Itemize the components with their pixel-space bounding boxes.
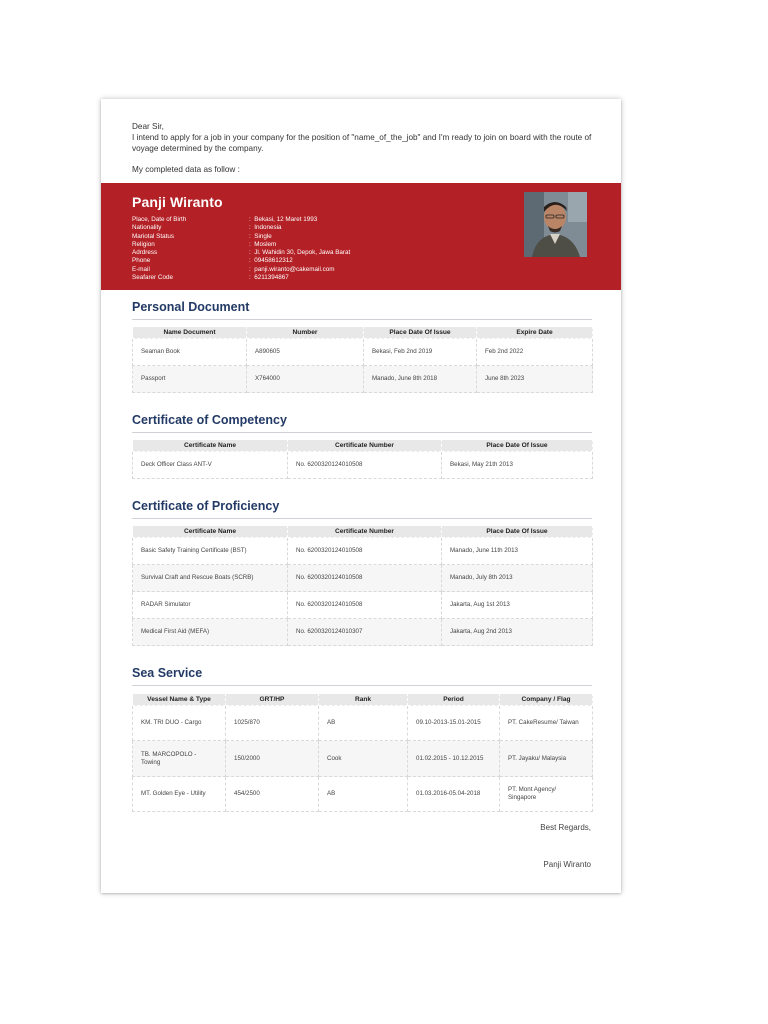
personal-document-heading: Personal Document <box>132 300 592 320</box>
info-value: : Indonesia <box>249 224 282 232</box>
info-label: Adrdress <box>132 249 158 257</box>
table-cell: PT. Jayaku/ Malaysia <box>500 741 593 777</box>
table-cell: KM. TRI DUO - Cargo <box>133 706 226 741</box>
table-header-row <box>133 327 593 339</box>
sea-service-table <box>132 693 593 812</box>
table-cell: PT. CakeResume/ Taiwan <box>500 706 593 741</box>
column-header: Name Document <box>133 327 247 339</box>
table-cell: A890605 <box>247 339 364 366</box>
table-cell: X764000 <box>247 366 364 393</box>
column-header: Certificate Number <box>288 440 442 452</box>
column-header: Vessel Name & Type <box>133 694 226 706</box>
table-cell: Deck Officer Class ANT-V <box>133 452 288 479</box>
table-cell: 1025/870 <box>226 706 319 741</box>
info-value: : 6211394867 <box>249 274 289 282</box>
competency-heading: Certificate of Competency <box>132 413 592 433</box>
info-label: E-mail <box>132 265 150 273</box>
info-row <box>132 257 350 265</box>
info-label: Seafarer Code <box>132 274 173 282</box>
table-cell: Medical First Aid (MEFA) <box>133 619 288 646</box>
info-row <box>132 224 350 232</box>
table-cell: No. 6200320124010508 <box>288 592 442 619</box>
proficiency-table <box>132 525 593 646</box>
data-intro: My completed data as follow : <box>132 165 240 174</box>
info-row <box>132 216 350 224</box>
personal-document-table <box>132 326 593 393</box>
column-header: Place Date Of Issue <box>364 327 477 339</box>
table-cell: Jakarta, Aug 1st 2013 <box>442 592 593 619</box>
table-cell: No. 6200320124010307 <box>288 619 442 646</box>
info-value: : Moslem <box>249 241 276 249</box>
greeting: Dear Sir, <box>132 122 164 131</box>
table-row <box>133 565 593 592</box>
table-cell: Cook <box>319 741 408 777</box>
table-cell: 01.02.2015 - 10.12.2015 <box>408 741 500 777</box>
column-header: Certificate Name <box>133 526 288 538</box>
column-header: Certificate Name <box>133 440 288 452</box>
table-cell: Manado, June 8th 2018 <box>364 366 477 393</box>
closing-regards: Best Regards, <box>540 823 591 832</box>
column-header: Place Date Of Issue <box>442 440 593 452</box>
signer-name: Panji Wiranto <box>543 860 591 869</box>
table-cell: 09.10-2013-15.01-2015 <box>408 706 500 741</box>
table-cell: Passport <box>133 366 247 393</box>
table-cell: Seaman Book <box>133 339 247 366</box>
table-cell: Feb 2nd 2022 <box>477 339 593 366</box>
table-row <box>133 741 593 777</box>
table-cell: Manado, July 8th 2013 <box>442 565 593 592</box>
table-cell: Manado, June 11th 2013 <box>442 538 593 565</box>
info-value: : panji.wiranto@cakemail.com <box>249 266 335 274</box>
column-header: Company / Flag <box>500 694 593 706</box>
table-cell: PT. Mont Agency/ Singapore <box>500 777 593 812</box>
info-label: Nationality <box>132 224 162 232</box>
table-header-row <box>133 440 593 452</box>
proficiency-heading: Certificate of Proficiency <box>132 499 592 519</box>
competency-table <box>132 439 593 479</box>
table-row <box>133 339 593 366</box>
info-label: Religion <box>132 240 155 248</box>
table-row <box>133 452 593 479</box>
column-header: Place Date Of Issue <box>442 526 593 538</box>
table-cell: 01.03.2016-05.04-2018 <box>408 777 500 812</box>
column-header: Period <box>408 694 500 706</box>
resume-page <box>101 99 621 893</box>
table-cell: Survival Craft and Rescue Boats (SCRB) <box>133 565 288 592</box>
info-value: : Bekasi, 12 Maret 1993 <box>249 216 317 224</box>
table-cell: 454/2500 <box>226 777 319 812</box>
table-cell: RADAR Simulator <box>133 592 288 619</box>
column-header: Expire Date <box>477 327 593 339</box>
column-header: Rank <box>319 694 408 706</box>
table-cell: MT. Golden Eye - Utility <box>133 777 226 812</box>
table-row <box>133 619 593 646</box>
info-row <box>132 241 350 249</box>
cover-letter <box>132 121 592 175</box>
info-value: : 09458612312 <box>249 257 293 265</box>
letter-body: I intend to apply for a job in your company for the position of "name_of_the_job" and I'm ready to join on board with the route of voyage determined by the company. <box>132 133 592 153</box>
column-header: Number <box>247 327 364 339</box>
table-cell: Jakarta, Aug 2nd 2013 <box>442 619 593 646</box>
info-row <box>132 274 350 282</box>
info-row <box>132 266 350 274</box>
table-cell: 150/2000 <box>226 741 319 777</box>
sea-service-heading: Sea Service <box>132 666 592 686</box>
table-cell: Bekasi, Feb 2nd 2019 <box>364 339 477 366</box>
column-header: GRT/HP <box>226 694 319 706</box>
table-cell: AB <box>319 706 408 741</box>
table-cell: No. 6200320124010508 <box>288 538 442 565</box>
table-row <box>133 777 593 812</box>
table-cell: No. 6200320124010508 <box>288 565 442 592</box>
table-cell: Basic Safety Training Certificate (BST) <box>133 538 288 565</box>
table-cell: AB <box>319 777 408 812</box>
info-label: Phone <box>132 257 151 265</box>
table-row <box>133 366 593 393</box>
table-header-row <box>133 526 593 538</box>
profile-banner <box>101 183 621 290</box>
info-row <box>132 233 350 241</box>
applicant-name: Panji Wiranto <box>132 194 223 210</box>
info-label: Mariotal Status <box>132 232 174 240</box>
table-header-row <box>133 694 593 706</box>
profile-info <box>132 216 350 282</box>
profile-photo <box>524 192 587 257</box>
person-photo-icon <box>524 192 587 257</box>
info-row <box>132 249 350 257</box>
table-row <box>133 706 593 741</box>
table-cell: June 8th 2023 <box>477 366 593 393</box>
table-cell: Bekasi, May 21th 2013 <box>442 452 593 479</box>
column-header: Certificate Number <box>288 526 442 538</box>
info-label: Place, Date of Birth <box>132 216 187 223</box>
table-cell: No. 6200320124010508 <box>288 452 442 479</box>
info-value: : Single <box>249 233 272 241</box>
info-value: : Jl. Wahidin 30, Depok, Jawa Barat <box>249 249 350 257</box>
table-cell: TB. MARCOPOLO - Towing <box>133 741 226 777</box>
table-row <box>133 592 593 619</box>
table-row <box>133 538 593 565</box>
